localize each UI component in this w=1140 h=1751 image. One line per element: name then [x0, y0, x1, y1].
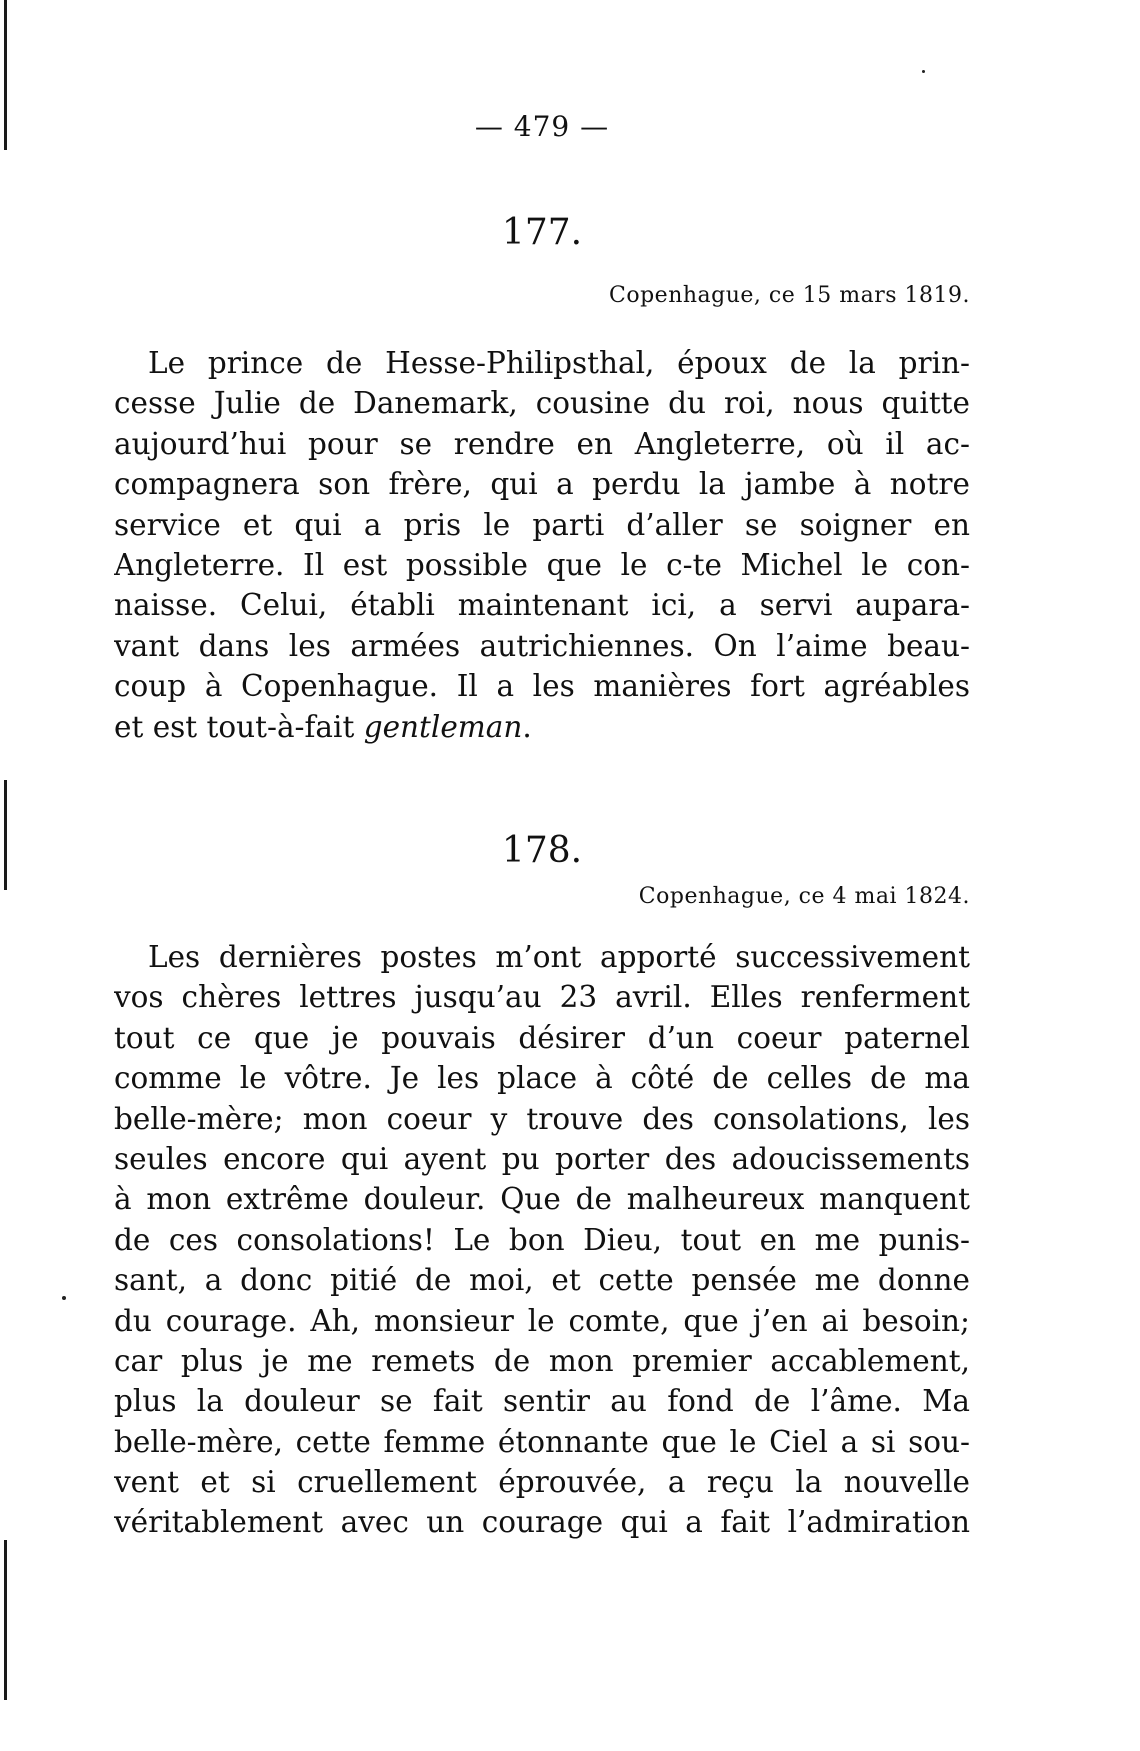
text-line: Le prince de Hesse-Philipsthal, époux de la prin-	[148, 346, 970, 380]
letter-number-177: 177.	[501, 212, 583, 253]
text-line: service et qui a pris le parti d’aller se soigner en	[114, 507, 970, 542]
text-line: tout ce que je pouvais désirer d’un coeur paternel	[114, 1020, 970, 1055]
scan-speck	[922, 70, 925, 73]
scan-speck	[62, 1296, 66, 1300]
text-line: belle-mère, cette femme étonnante que le Ciel a si sou-	[114, 1424, 970, 1459]
letter-number-178: 178.	[501, 830, 583, 871]
text-line: compagnera son frère, qui a perdu la jambe à notre	[114, 467, 970, 502]
scan-edge-line-top	[4, 0, 7, 150]
text-fragment: .	[522, 709, 532, 744]
text-line: seules encore qui ayent pu porter des adoucissements	[114, 1141, 970, 1176]
text-line: plus la douleur se fait sentir au fond de l’âme. Ma	[114, 1384, 970, 1419]
text-line: car plus je me remets de mon premier accablement,	[114, 1343, 970, 1378]
text-line: vos chères lettres jusqu’au 23 avril. Elles renferment	[114, 980, 970, 1015]
text-line: belle-mère; mon coeur y trouve des consolations, les	[114, 1101, 970, 1136]
scan-edge-line-bottom	[4, 1540, 7, 1700]
page-number: — 479 —	[474, 110, 610, 143]
text-line: de ces consolations! Le bon Dieu, tout en me punis-	[114, 1222, 970, 1257]
text-line: vent et si cruellement éprouvée, a reçu la nouvelle	[114, 1465, 970, 1500]
scan-edge-line-middle	[4, 780, 7, 890]
text-line: véritablement avec un courage qui a fait l’admiration	[114, 1505, 970, 1540]
text-line-last	[114, 707, 970, 747]
text-line: vant dans les armées autrichiennes. On l’aime beau-	[114, 628, 970, 663]
letter-177-body	[114, 343, 970, 747]
text-line: sant, a donc pitié de moi, et cette pensée me donne	[114, 1263, 970, 1298]
text-line: coup à Copenhague. Il a les manières fort agréables	[114, 669, 970, 704]
text-line: Angleterre. Il est possible que le c-te Michel le con-	[114, 547, 970, 582]
text-fragment: et est tout-à-fait	[114, 709, 364, 744]
text-line: Les dernières postes m’ont apporté successivement	[148, 940, 970, 974]
text-line: du courage. Ah, monsieur le comte, que j’en ai besoin;	[114, 1303, 970, 1338]
text-line: naisse. Celui, établi maintenant ici, a servi aupara-	[114, 588, 970, 623]
letter-178-body	[114, 937, 970, 1543]
text-line: comme le vôtre. Je les place à côté de celles de ma	[114, 1061, 970, 1096]
text-line: à mon extrême douleur. Que de malheureux manquent	[114, 1182, 970, 1217]
text-line: cesse Julie de Danemark, cousine du roi, nous quitte	[114, 386, 970, 421]
letter-dateline: Copenhague, ce 4 mai 1824.	[638, 884, 970, 909]
text-line: aujourd’hui pour se rendre en Angleterre, où il ac-	[114, 426, 970, 461]
italic-word: gentleman	[363, 709, 523, 744]
letter-dateline: Copenhague, ce 15 mars 1819.	[609, 283, 970, 308]
